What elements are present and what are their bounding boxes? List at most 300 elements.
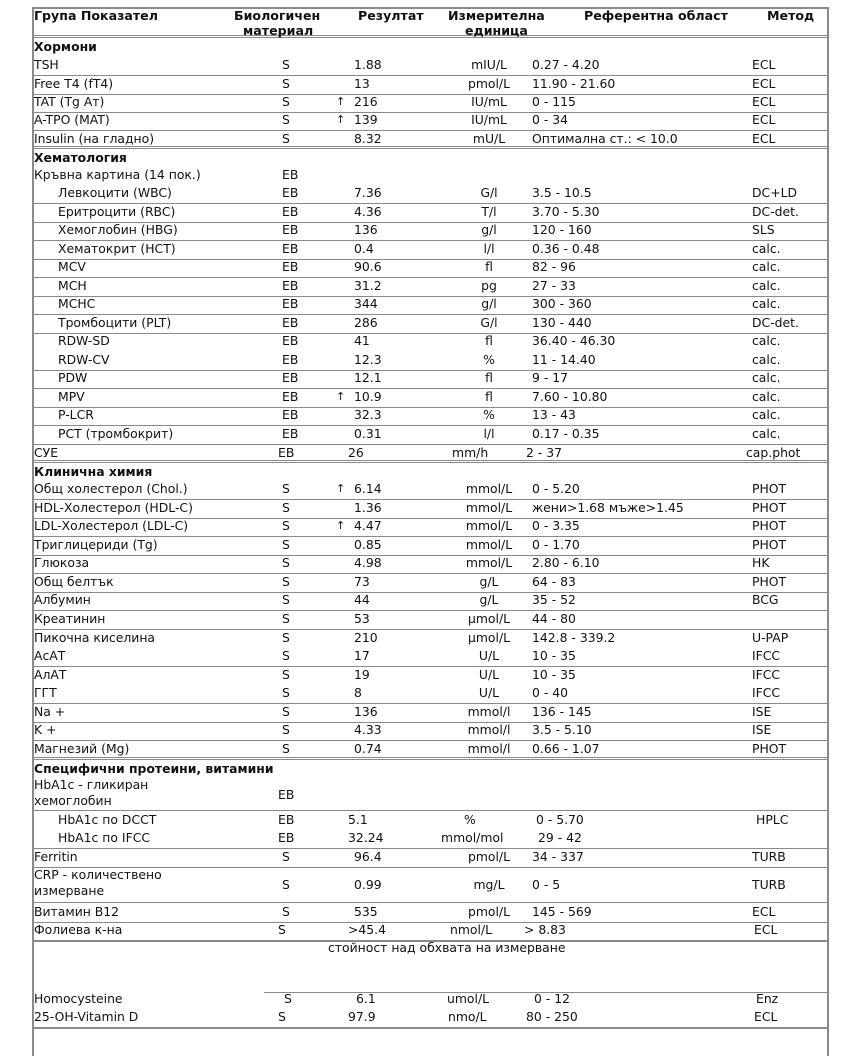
- test-name: K +: [34, 722, 57, 737]
- reference: 36.40 - 46.30: [532, 333, 616, 348]
- header-unit-line2: единица: [465, 23, 528, 38]
- result: 4.98: [354, 555, 382, 570]
- result: 73: [354, 574, 370, 589]
- table-row: [34, 903, 827, 923]
- method: PHOT: [752, 500, 787, 515]
- method: DC-det.: [752, 204, 799, 219]
- unit: pg: [481, 278, 497, 293]
- result: 44: [354, 592, 370, 607]
- unit: fl: [485, 333, 493, 348]
- result: 90.6: [354, 259, 382, 274]
- unit: fl: [485, 389, 493, 404]
- method: TURB: [752, 877, 786, 892]
- table-row: [34, 332, 827, 351]
- reference: 10 - 35: [532, 648, 576, 663]
- reference: 35 - 52: [532, 592, 576, 607]
- unit: mU/L: [472, 131, 506, 146]
- result: 96.4: [354, 849, 382, 864]
- material: S: [278, 1009, 286, 1024]
- method: HPLC: [756, 812, 789, 827]
- result: 344: [354, 296, 378, 311]
- header-method: Метод: [767, 8, 815, 23]
- unit: IU/mL: [471, 112, 507, 127]
- table-row: [34, 184, 827, 204]
- reference: 3.5 - 10.5: [532, 185, 592, 200]
- method: calc.: [752, 241, 781, 256]
- reference: 82 - 96: [532, 259, 576, 274]
- result: 4.36: [354, 204, 382, 219]
- table-row: [34, 647, 827, 667]
- method: calc.: [752, 389, 781, 404]
- table-row: [34, 314, 827, 334]
- reference: 0.17 - 0.35: [532, 426, 600, 441]
- method: SLS: [752, 222, 775, 237]
- section-proteins: [34, 757, 827, 779]
- method: calc.: [752, 296, 781, 311]
- result: 6.1: [356, 991, 376, 1006]
- result: 8: [354, 685, 362, 700]
- result: 139: [354, 112, 378, 127]
- header-material-line1: Биологичен: [234, 8, 321, 23]
- unit: fl: [485, 259, 493, 274]
- reference: 136 - 145: [532, 704, 592, 719]
- method: calc.: [752, 333, 781, 348]
- method: ISE: [752, 704, 772, 719]
- test-name: TSH: [34, 57, 59, 72]
- unit: mmol/l: [467, 741, 511, 756]
- table-row: [34, 221, 827, 241]
- reference: 2 - 37: [526, 445, 562, 460]
- material: S: [282, 555, 290, 570]
- result: 17: [354, 648, 370, 663]
- material: S: [282, 741, 290, 756]
- result: 0.99: [354, 877, 382, 892]
- reference: 44 - 80: [532, 611, 576, 626]
- material: S: [282, 76, 290, 91]
- test-name: Глюкоза: [34, 555, 90, 570]
- unit: g/l: [481, 296, 497, 311]
- method: BCG: [752, 592, 779, 607]
- table-row-panel: [34, 166, 827, 185]
- header-group: Група Показател: [34, 8, 158, 23]
- result: 1.88: [354, 57, 382, 72]
- result: 0.74: [354, 741, 382, 756]
- table-row: [34, 75, 827, 95]
- reference: 120 - 160: [532, 222, 592, 237]
- reference: 2.80 - 6.10: [532, 555, 600, 570]
- reference: 0 - 115: [532, 94, 576, 109]
- result: 53: [354, 611, 370, 626]
- method: Enz: [756, 991, 779, 1006]
- material: EB: [282, 278, 299, 293]
- reference: 0.27 - 4.20: [532, 57, 600, 72]
- material: EB: [278, 787, 295, 802]
- result: 31.2: [354, 278, 382, 293]
- arrow-up-icon: ↑: [336, 482, 346, 495]
- reference: 11.90 - 21.60: [532, 76, 616, 91]
- table-row: [34, 666, 827, 685]
- table-row: [34, 240, 827, 260]
- material: S: [282, 518, 290, 533]
- section-hematology: [34, 146, 827, 168]
- reference: 0 - 5: [532, 877, 561, 892]
- reference: 10 - 35: [532, 667, 576, 682]
- method: PHOT: [752, 574, 787, 589]
- method: calc.: [752, 407, 781, 422]
- material: EB: [278, 812, 295, 827]
- method: ECL: [752, 76, 776, 91]
- reference: 0 - 3.35: [532, 518, 580, 533]
- unit: mmol/mol: [441, 830, 504, 845]
- result: 1.36: [354, 500, 382, 515]
- method: DC-det.: [752, 315, 799, 330]
- table-row: [34, 867, 827, 903]
- material: EB: [282, 185, 299, 200]
- material: S: [282, 904, 290, 919]
- table-row: [34, 1008, 827, 1029]
- unit: U/L: [478, 667, 500, 682]
- material: EB: [282, 259, 299, 274]
- method: TURB: [752, 849, 786, 864]
- test-name: Кръвна картина (14 пок.): [34, 167, 201, 182]
- result: 32.24: [348, 830, 384, 845]
- test-name: Homocysteine: [34, 991, 123, 1006]
- arrow-up-icon: ↑: [336, 95, 346, 108]
- method: IFCC: [752, 648, 781, 663]
- unit: U/L: [478, 648, 500, 663]
- result: 7.36: [354, 185, 382, 200]
- reference: 0 - 12: [534, 991, 570, 1006]
- method: ECL: [752, 112, 776, 127]
- test-name: Na +: [34, 704, 66, 719]
- unit: mIU/L: [471, 57, 507, 72]
- table-row: [34, 684, 827, 704]
- test-name: Хематокрит (HCT): [58, 241, 176, 256]
- test-name: АсАТ: [34, 648, 66, 663]
- test-name: LDL-Холестерол (LDL-C): [34, 518, 189, 533]
- section-chemistry: [34, 460, 827, 482]
- result: 216: [354, 94, 378, 109]
- table-row-hba1c: [34, 777, 827, 811]
- material: EB: [282, 389, 299, 404]
- table-row: [34, 703, 827, 723]
- material: S: [282, 500, 290, 515]
- material: EB: [282, 296, 299, 311]
- material: EB: [282, 241, 299, 256]
- test-name: Еритроцити (RBC): [58, 204, 176, 219]
- method: PHOT: [752, 741, 787, 756]
- table-row: [34, 203, 827, 223]
- test-name: Витамин B12: [34, 904, 120, 919]
- method: ECL: [754, 922, 778, 937]
- reference: 0.66 - 1.07: [532, 741, 600, 756]
- test-name: Албумин: [34, 592, 91, 607]
- table-row: [34, 369, 827, 389]
- unit: g/L: [479, 592, 499, 607]
- method: PHOT: [752, 481, 787, 496]
- test-name: HbA1c по IFCC: [58, 830, 150, 845]
- material: S: [282, 722, 290, 737]
- reference: 7.60 - 10.80: [532, 389, 608, 404]
- material: S: [282, 574, 290, 589]
- test-name: Тромбоцити (PLT): [58, 315, 172, 330]
- header-result: Резултат: [358, 8, 424, 23]
- header-reference: Референтна област: [584, 8, 728, 23]
- result: 0.31: [354, 426, 382, 441]
- method: calc.: [752, 259, 781, 274]
- unit: nmo/L: [448, 1009, 487, 1024]
- test-name: АлАТ: [34, 667, 67, 682]
- table-row: [34, 517, 827, 537]
- table-row: [34, 721, 827, 741]
- table-row: [34, 93, 827, 113]
- arrow-up-icon: ↑: [336, 519, 346, 532]
- section-title: Хематология: [34, 150, 127, 165]
- unit: mm/h: [452, 445, 489, 460]
- table-row: [34, 610, 827, 630]
- material: S: [282, 667, 290, 682]
- unit: µmol/L: [467, 630, 511, 645]
- unit: %: [464, 812, 476, 827]
- unit: mmol/L: [465, 537, 513, 552]
- material: S: [282, 592, 290, 607]
- test-name: PDW: [58, 370, 88, 385]
- header-unit-line1: Измерителна: [448, 8, 545, 23]
- method: cap.phot: [746, 445, 801, 460]
- test-name: RDW-CV: [58, 352, 110, 367]
- section-title: Клинична химия: [34, 464, 153, 479]
- reference: жени>1.68 мъже>1.45: [532, 500, 684, 515]
- unit: mmol/L: [465, 500, 513, 515]
- table-row: [34, 554, 827, 574]
- unit: G/l: [480, 315, 498, 330]
- unit: U/L: [478, 685, 500, 700]
- unit: pmol/L: [467, 904, 511, 919]
- table-row: [34, 277, 827, 297]
- table-row: [34, 388, 827, 408]
- table-row: [34, 848, 827, 868]
- table-row: [34, 351, 827, 371]
- table-row: [34, 499, 827, 519]
- reference: 3.70 - 5.30: [532, 204, 600, 219]
- material: S: [282, 537, 290, 552]
- test-name: RDW-SD: [58, 333, 110, 348]
- test-name: CRP - количествено измерване: [34, 867, 162, 898]
- method: ECL: [752, 94, 776, 109]
- test-name: MCH: [58, 278, 87, 293]
- material: EB: [282, 315, 299, 330]
- material: S: [282, 611, 290, 626]
- table-row: [34, 921, 827, 942]
- result: 4.33: [354, 722, 382, 737]
- result: 12.3: [354, 352, 382, 367]
- unit: g/L: [479, 574, 499, 589]
- method: ECL: [752, 57, 776, 72]
- test-name: Фолиева к-на: [34, 922, 123, 937]
- test-name: Левкоцити (WBC): [58, 185, 172, 200]
- reference: 0 - 34: [532, 112, 568, 127]
- unit: mmol/L: [465, 555, 513, 570]
- reference: 0 - 40: [532, 685, 568, 700]
- unit: mmol/l: [467, 704, 511, 719]
- material: S: [282, 704, 290, 719]
- method: IFCC: [752, 685, 781, 700]
- reference: 0.36 - 0.48: [532, 241, 600, 256]
- reference: 27 - 33: [532, 278, 576, 293]
- method: ECL: [754, 1009, 778, 1024]
- material: S: [282, 648, 290, 663]
- material: EB: [282, 204, 299, 219]
- reference: 34 - 337: [532, 849, 584, 864]
- result: 26: [348, 445, 364, 460]
- table-row: [34, 56, 827, 76]
- result: 5.1: [348, 812, 368, 827]
- test-name: HbA1c по DCCT: [58, 812, 157, 827]
- result: 6.14: [354, 481, 382, 496]
- table-row: [34, 480, 827, 500]
- test-name: P-LCR: [58, 407, 94, 422]
- header-material-line2: материал: [243, 23, 314, 38]
- test-name: MCV: [58, 259, 86, 274]
- reference: 11 - 14.40: [532, 352, 596, 367]
- result: 13: [354, 76, 370, 91]
- test-name: Пикочна киселина: [34, 630, 156, 645]
- folate-note: [34, 940, 827, 993]
- unit: IU/mL: [471, 94, 507, 109]
- table-row: [34, 990, 827, 1009]
- unit: l/l: [483, 241, 495, 256]
- method: ECL: [752, 904, 776, 919]
- unit: fl: [485, 370, 493, 385]
- method: calc.: [752, 370, 781, 385]
- result: 535: [354, 904, 378, 919]
- table-row: [34, 591, 827, 611]
- material: EB: [282, 426, 299, 441]
- reference: 130 - 440: [532, 315, 592, 330]
- reference: 64 - 83: [532, 574, 576, 589]
- unit: g/l: [481, 222, 497, 237]
- material: S: [282, 630, 290, 645]
- section-hormones: [34, 38, 827, 57]
- unit: umol/L: [447, 991, 490, 1006]
- test-name: Общ холестерол (Chol.): [34, 481, 188, 496]
- reference: 300 - 360: [532, 296, 592, 311]
- section-title: Специфични протеини, витамини: [34, 761, 274, 776]
- result: >45.4: [348, 922, 386, 937]
- result: 19: [354, 667, 370, 682]
- table-row: [34, 573, 827, 593]
- reference: 13 - 43: [532, 407, 576, 422]
- unit: %: [483, 407, 495, 422]
- result: 41: [354, 333, 370, 348]
- reference: 3.5 - 5.10: [532, 722, 592, 737]
- test-name: HbA1c - гликиран хемоглобин: [34, 777, 149, 808]
- test-name: A-TPO (MAT): [34, 112, 110, 127]
- reference: 80 - 250: [526, 1009, 578, 1024]
- result: 10.9: [354, 389, 382, 404]
- table-row: [34, 258, 827, 278]
- test-name: PCT (тромбокрит): [58, 426, 174, 441]
- unit: T/l: [481, 204, 497, 219]
- material: S: [282, 57, 290, 72]
- unit: mg/L: [473, 877, 505, 892]
- unit: %: [483, 352, 495, 367]
- result: 136: [354, 222, 378, 237]
- unit: pmol/L: [467, 76, 511, 91]
- test-name: Креатинин: [34, 611, 106, 626]
- table-row: [34, 629, 827, 648]
- table-row: [34, 111, 827, 131]
- material: EB: [278, 830, 295, 845]
- result: 32.3: [354, 407, 382, 422]
- reference: 0 - 1.70: [532, 537, 580, 552]
- reference: 29 - 42: [538, 830, 582, 845]
- arrow-up-icon: ↑: [336, 390, 346, 403]
- reference: 0 - 5.20: [532, 481, 580, 496]
- test-name: ГГТ: [34, 685, 57, 700]
- method: PHOT: [752, 537, 787, 552]
- test-name: Хемоглобин (HBG): [58, 222, 178, 237]
- test-name: Триглицериди (Tg): [34, 537, 158, 552]
- material: S: [284, 991, 292, 1006]
- method: HK: [752, 555, 770, 570]
- table-row: [34, 811, 827, 830]
- material: S: [278, 922, 286, 937]
- material: S: [282, 112, 290, 127]
- reference: Оптимална ст.: < 10.0: [532, 131, 678, 146]
- unit: µmol/L: [467, 611, 511, 626]
- unit: l/l: [483, 426, 495, 441]
- method: calc.: [752, 426, 781, 441]
- test-name: Insulin (на гладно): [34, 131, 155, 146]
- reference: 0 - 5.70: [536, 812, 584, 827]
- table-row: [34, 536, 827, 556]
- method: calc.: [752, 278, 781, 293]
- unit: mmol/L: [465, 481, 513, 496]
- result: 0.85: [354, 537, 382, 552]
- unit: mmol/l: [467, 722, 511, 737]
- unit: nmol/L: [450, 922, 493, 937]
- method: calc.: [752, 352, 781, 367]
- method: ISE: [752, 722, 772, 737]
- method: DC+LD: [752, 185, 798, 200]
- unit: mmol/L: [465, 518, 513, 533]
- test-name: MCHC: [58, 296, 96, 311]
- material: S: [282, 877, 290, 892]
- table-row: [34, 295, 827, 315]
- reference: 9 - 17: [532, 370, 568, 385]
- material: S: [282, 849, 290, 864]
- result: 4.47: [354, 518, 382, 533]
- material: EB: [278, 445, 295, 460]
- result: 8.32: [354, 131, 382, 146]
- arrow-up-icon: ↑: [336, 113, 346, 126]
- test-name: Магнезий (Mg): [34, 741, 130, 756]
- reference: > 8.83: [524, 922, 566, 937]
- test-name: MPV: [58, 389, 85, 404]
- test-name: HDL-Холестерол (HDL-C): [34, 500, 193, 515]
- material: EB: [282, 167, 299, 182]
- method: ECL: [752, 131, 776, 146]
- material: S: [282, 481, 290, 496]
- table-row: [34, 425, 827, 445]
- material: S: [282, 94, 290, 109]
- unit: pmol/L: [467, 849, 511, 864]
- result: 210: [354, 630, 378, 645]
- table-header: [32, 7, 829, 38]
- result: 12.1: [354, 370, 382, 385]
- test-name: Free T4 (fT4): [34, 76, 114, 91]
